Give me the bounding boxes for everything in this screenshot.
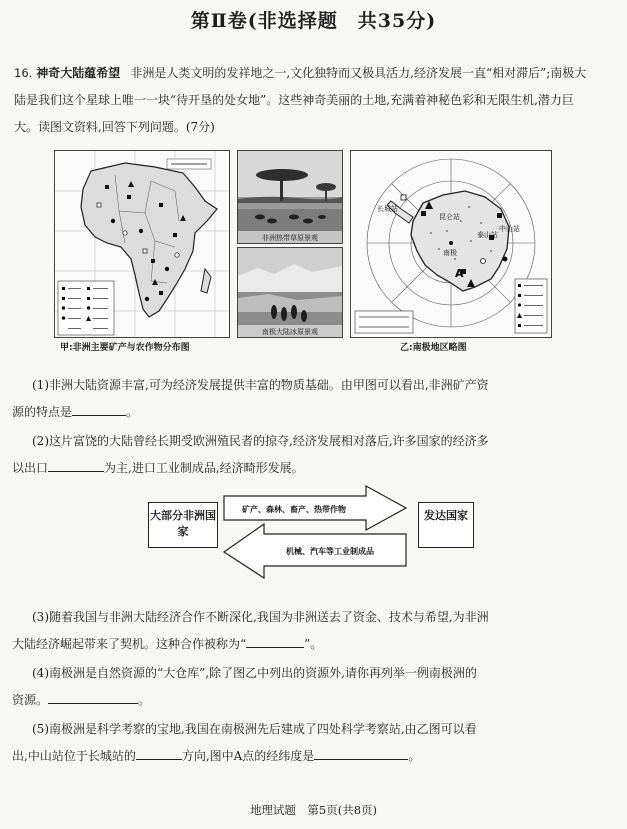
sub-question-5-line1: (5)南极洲是科学考察的宝地,我国在南极洲先后建成了四处科学考察站,由乙图可以看 <box>32 722 477 736</box>
section-title: 第Ⅱ卷(非选择题 共35分) <box>190 10 437 32</box>
trade-flow-diagram <box>140 480 490 580</box>
sub-question-2 <box>12 428 602 482</box>
answer-blank-5a[interactable] <box>136 745 182 760</box>
sub-question-5 <box>12 716 602 770</box>
south-pole-label: 南极 <box>443 249 457 257</box>
sub-question-5-line2: 出,中山站位于长城站的 方向,图中A点的经纬度是 。 <box>12 743 602 770</box>
point-a-label: A <box>455 267 464 280</box>
sub-question-4 <box>12 660 602 714</box>
kunlun-station-label: 昆仑站 <box>439 213 460 221</box>
question-heading: 神奇大陆蕴希望 <box>36 66 121 80</box>
answer-blank-3[interactable] <box>246 633 304 648</box>
savanna-caption: 非洲热带草原景观 <box>262 234 318 242</box>
sub-question-3 <box>12 604 602 658</box>
antarctic-map <box>350 150 552 338</box>
answer-blank-1[interactable] <box>72 401 126 416</box>
sub-question-2-line2: 以出口 为主,进口工业制成品,经济畸形发展。 <box>12 455 602 482</box>
antarctic-ice-photo <box>237 247 343 338</box>
sub-question-3-line1: (3)随着我国与非洲大陆经济合作不断深化,我国为非洲送去了资金、技术与希望,为非洲 <box>32 610 489 624</box>
import-arrow-label: 机械、汽车等工业制成品 <box>286 547 374 556</box>
question-number: 16. <box>14 66 33 80</box>
africa-map <box>54 150 230 338</box>
developed-countries-box: 发达国家 <box>418 502 474 548</box>
taishan-station-label: 泰山站 <box>477 231 498 239</box>
answer-blank-2[interactable] <box>48 457 104 472</box>
question-intro <box>14 60 589 141</box>
sub-question-4-line1: (4)南极洲是自然资源的“大仓库”,除了图乙中列出的资源外,请你再列举一例南极洲的 <box>32 666 477 680</box>
sub-question-3-line2: 大陆经济崛起带来了契机。这种合作被称为“ ”。 <box>12 631 602 658</box>
page-footer: 地理试题 第5页(共8页) <box>249 803 378 817</box>
sub-question-1-line1: (1)非洲大陆资源丰富,可为经济发展提供丰富的物质基础。由甲图可以看出,非洲矿产资 <box>32 378 489 392</box>
export-arrow-label: 矿产、森林、畜产、热带作物 <box>242 505 346 514</box>
greatwall-station-label: 长城站 <box>377 205 398 213</box>
africa-map-caption: 甲:非洲主要矿产与农作物分布图 <box>60 343 190 353</box>
antarctic-map-caption: 乙:南极地区略图 <box>400 343 467 353</box>
savanna-photo <box>237 150 343 244</box>
sub-question-1 <box>12 372 602 426</box>
africa-countries-box: 大部分非洲国家 <box>148 502 218 548</box>
ice-caption: 南极大陆冰原景观 <box>262 328 318 336</box>
answer-blank-5b[interactable] <box>314 745 408 760</box>
figures-row <box>54 150 550 355</box>
zhongshan-station-label: 中山站 <box>499 225 520 233</box>
sub-question-1-line2: 源的特点是 。 <box>12 399 602 426</box>
sub-question-2-line1: (2)这片富饶的大陆曾经长期受欧洲殖民者的掠夺,经济发展相对落后,许多国家的经济多 <box>32 434 489 448</box>
question-intro-text: 非洲是人类文明的发祥地之一,文化独特而又极具活力,经济发展一直“相对滞后”;南极大陆是我们这个星球上唯一一块“待开垦的处女地”。这些神奇美丽的土地,充满着神秘色彩和无限生机,潜力巨大。读图文资料,回答下列问题。(7分) <box>14 66 587 134</box>
answer-blank-4[interactable] <box>48 689 138 704</box>
sub-question-4-line2: 资源。 。 <box>12 687 602 714</box>
